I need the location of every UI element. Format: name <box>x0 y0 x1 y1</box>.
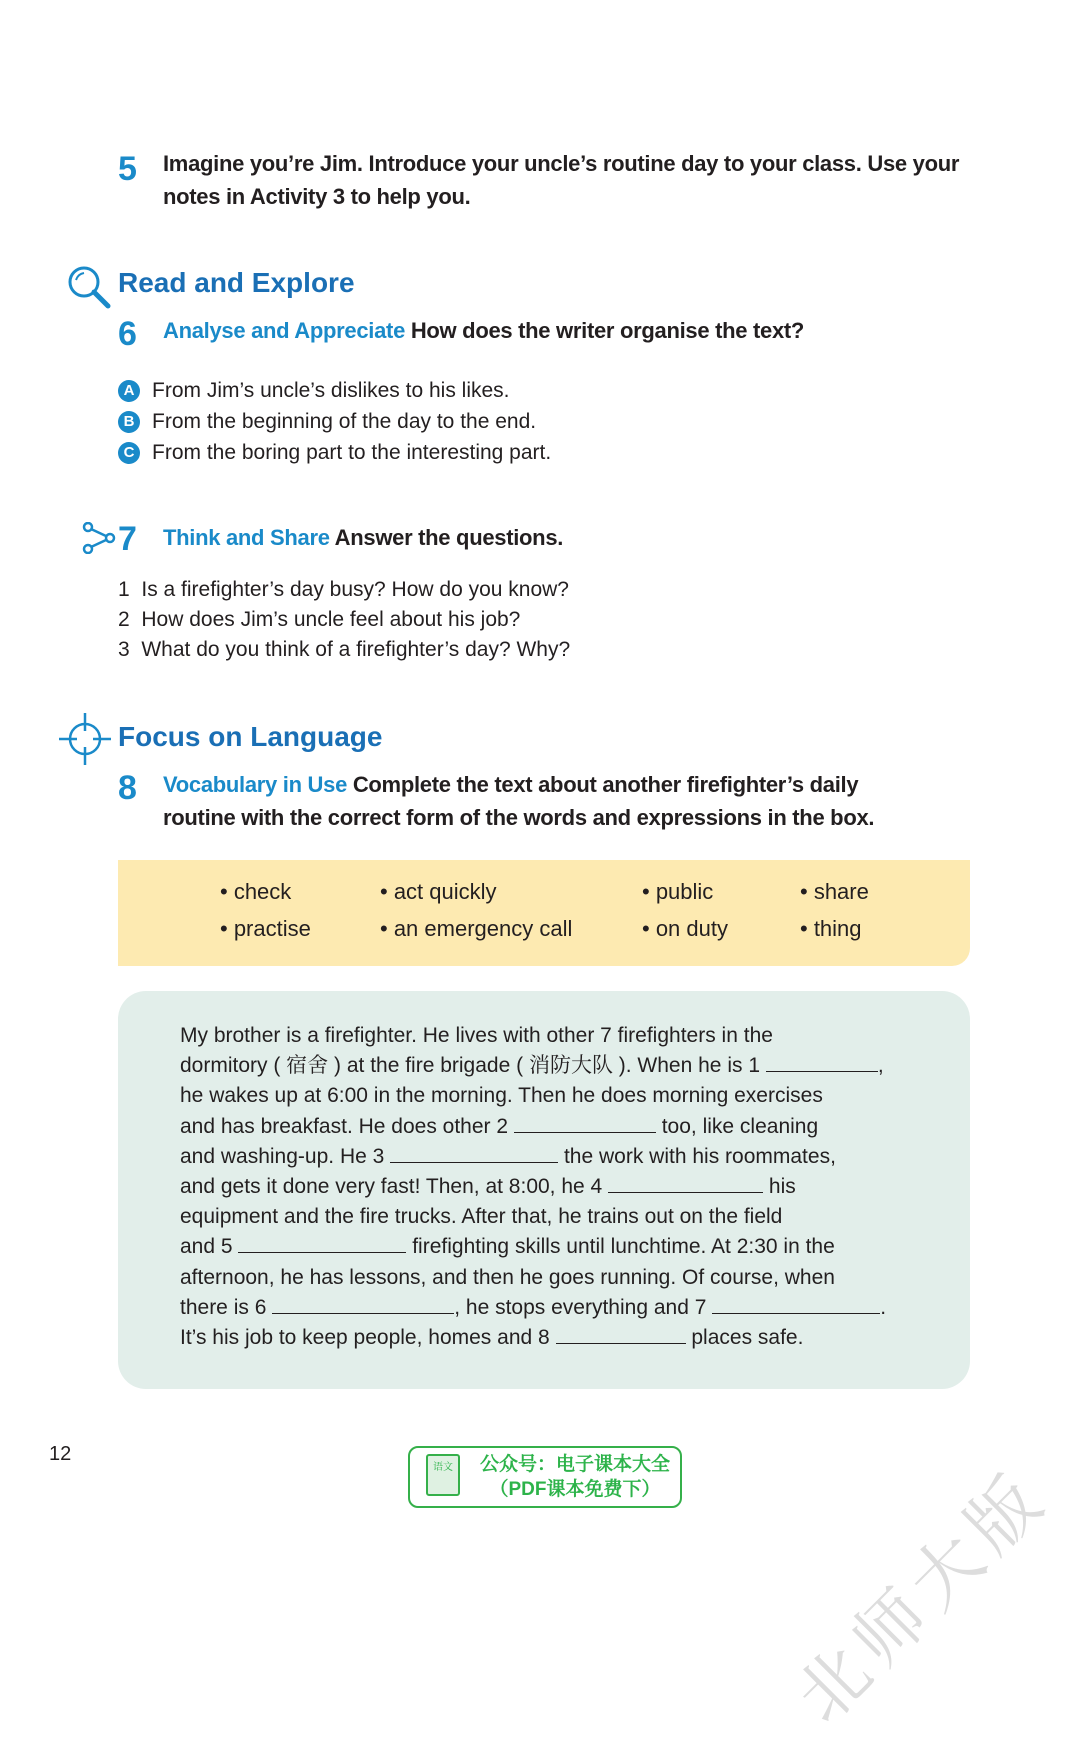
passage-text: too, like cleaning <box>655 1114 819 1138</box>
word-on-duty: • on duty <box>642 916 728 941</box>
activity-5-number: 5 <box>118 150 137 188</box>
option-b-badge: B <box>118 411 140 433</box>
passage-text: his <box>763 1175 796 1199</box>
stamp-line2: （PDF课本免费下） <box>489 1479 661 1500</box>
question-1 <box>118 575 570 605</box>
blank-4[interactable] <box>608 1174 763 1193</box>
passage-line: equipment and the fire trucks. After that, he trains out on the field <box>180 1205 783 1229</box>
option-b <box>118 406 551 437</box>
passage-text: and 5 <box>180 1235 239 1259</box>
passage-line <box>180 1293 940 1323</box>
activity-8-line1 <box>163 768 983 801</box>
question-3-number: 3 <box>118 638 130 661</box>
word-box <box>118 860 970 966</box>
activity-7-questions <box>118 575 570 665</box>
blank-3[interactable] <box>390 1144 558 1163</box>
word-practise: • practise <box>220 916 311 941</box>
share-icon <box>82 522 116 554</box>
blank-5[interactable] <box>238 1234 406 1253</box>
activity-7-number: 7 <box>118 520 137 558</box>
activity-8-line2: routine with the correct form of the words and expressions in the box. <box>163 805 875 830</box>
option-c-text: From the boring part to the interesting part. <box>152 441 552 464</box>
option-a-text: From Jim’s uncle’s dislikes to his likes. <box>152 379 510 402</box>
passage-text: . <box>880 1295 887 1319</box>
question-1-text: Is a firefighter’s day busy? How do you know? <box>141 578 569 601</box>
passage-line: he wakes up at 6:00 in the morning. Then he does morning exercises <box>180 1084 823 1108</box>
activity-6-heading <box>163 314 804 347</box>
passage-line: My brother is a firefighter. He lives with other 7 firefighters in the <box>180 1024 773 1047</box>
question-3-text: What do you think of a firefighter’s day? Why? <box>141 638 571 661</box>
magnifier-icon <box>64 262 114 312</box>
passage-line: afternoon, he has lessons, and then he goes running. Of course, when <box>180 1265 835 1289</box>
activity-8-number: 8 <box>118 769 137 807</box>
question-2-text: How does Jim’s uncle feel about his job? <box>141 608 521 631</box>
read-explore-title: Read and Explore <box>118 267 355 298</box>
passage-text: places safe. <box>685 1326 804 1350</box>
word-public: • public <box>642 879 714 904</box>
passage-text: there is 6 <box>180 1295 273 1319</box>
passage-text: firefighting skills until lunchtime. At 2:30 in the <box>406 1235 835 1259</box>
activity-7-heading <box>163 521 563 554</box>
passage-text: the work with his roommates, <box>558 1144 836 1168</box>
passage-line <box>180 1172 940 1202</box>
publisher-stamp <box>408 1446 682 1508</box>
stamp-text <box>470 1452 680 1502</box>
activity-6-label: Analyse and Appreciate <box>163 318 406 343</box>
focus-language-title: Focus on Language <box>118 721 383 752</box>
blank-6[interactable] <box>272 1295 454 1314</box>
passage-line <box>180 1232 940 1262</box>
book-icon <box>426 1454 460 1496</box>
option-b-text: From the beginning of the day to the end. <box>152 410 537 433</box>
activity-7-instruction: Answer the questions. <box>334 525 564 550</box>
passage-line <box>180 1323 940 1353</box>
page-number: 12 <box>49 1443 72 1465</box>
passage <box>180 1021 940 1353</box>
option-a <box>118 375 551 406</box>
activity-5-instruction <box>163 147 983 213</box>
option-c <box>118 437 551 468</box>
option-c-badge: C <box>118 442 140 464</box>
activity-6-options <box>118 375 551 468</box>
blank-2[interactable] <box>514 1114 656 1133</box>
passage-line <box>180 1051 940 1081</box>
passage-text: and washing-up. He 3 <box>180 1144 391 1168</box>
book-icon-label: 语文 <box>433 1462 453 1473</box>
word-act-quickly: • act quickly <box>380 879 497 904</box>
passage-text: dormitory ( 宿舍 ) at the fire brigade ( 消防大队 ). When he is 1 <box>180 1054 766 1078</box>
stamp-line1: 公众号：电子课本大全 <box>479 1454 670 1475</box>
passage-text: , he stops everything and 7 <box>454 1295 713 1319</box>
blank-8[interactable] <box>556 1325 686 1344</box>
passage-text: It’s his job to keep people, homes and 8 <box>180 1326 556 1350</box>
passage-line <box>180 1142 940 1172</box>
passage-text: and has breakfast. He does other 2 <box>180 1114 514 1138</box>
activity-6-instruction: How does the writer organise the text? <box>410 318 805 343</box>
activity-8-label: Vocabulary in Use <box>163 772 348 797</box>
passage-text: , <box>877 1054 884 1078</box>
question-2-number: 2 <box>118 608 130 631</box>
option-a-badge: A <box>118 380 140 402</box>
blank-7[interactable] <box>712 1295 880 1314</box>
target-icon <box>57 712 113 766</box>
passage-line <box>180 1112 940 1142</box>
activity-5-line1: Imagine you’re Jim. Introduce your uncle’s routine day to your class. Use your <box>163 151 960 176</box>
activity-5-line2: notes in Activity 3 to help you. <box>163 184 471 209</box>
word-emergency-call: • an emergency call <box>380 916 573 941</box>
word-share: • share <box>800 879 869 904</box>
passage-text: and gets it done very fast! Then, at 8:00, he 4 <box>180 1175 609 1199</box>
activity-8-instruction <box>163 768 983 834</box>
question-2 <box>118 605 570 635</box>
word-check: • check <box>220 879 292 904</box>
question-1-number: 1 <box>118 578 130 601</box>
activity-8-line1-text: Complete the text about another firefighter’s daily <box>352 772 859 797</box>
question-3 <box>118 635 570 665</box>
activity-7-label: Think and Share <box>163 525 330 550</box>
blank-1[interactable] <box>766 1053 878 1072</box>
word-thing: • thing <box>800 916 862 941</box>
watermark: 北师大版 <box>779 1454 1065 1739</box>
activity-6-number: 6 <box>118 315 137 353</box>
